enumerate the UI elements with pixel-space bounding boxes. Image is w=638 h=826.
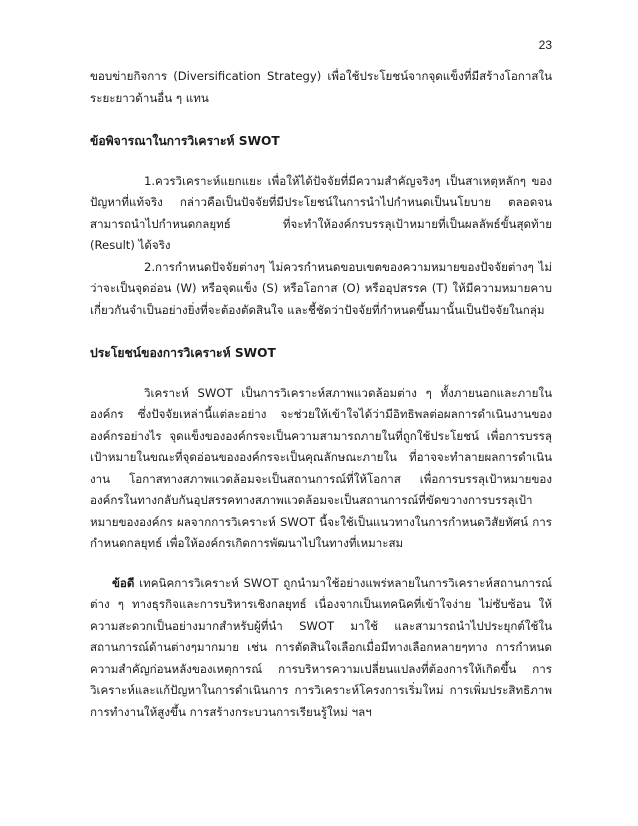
section-heading-swot-considerations: ข้อพิจารณาในการวิเคราะห์ SWOT — [90, 134, 280, 148]
section-heading-swot-benefits: ประโยชน์ของการวิเคราะห์ SWOT — [90, 346, 276, 360]
page-content — [90, 66, 552, 723]
consideration-item-2: 2.การกำหนดปัจจัยต่างๆ ไม่ควรกำหนดขอบเขตของความหมายของปัจจัยต่างๆ ไม่ว่าจะเป็นจุดอ่อน (W) หรือจุดแข็ง (S) หรือโอกาส (O) หรืออุปสรรค (T) ให้มีความหมายคาบเกี่ยวกันจำเป็นอย่างยิ่งที่จะต้องตัดสินใจ และชี้ชัดว่าปัจจัยที่กำหนดขึ้นมานั้นเป็นปัจจัยในกลุ่ม — [90, 259, 552, 317]
advantages-text: เทคนิคการวิเคราะห์ SWOT ถูกนำมาใช้อย่างแพร่หลายในการวิเคราะห์สถานการณ์ต่าง ๆ ทางธุรกิจและการบริหารเชิงกลยุทธ์ เนื่องจากเป็นเทคนิคที่เข้าใจง่าย ไม่ซับซ้อน ให้ความสะดวกเป็นอย่างมากสำหรับผู้ที่นำ SWOT มาใช้ และสามารถนำไปประยุกต์ใช้ในสถานการณ์ด้านต่างๆมากมาย เช่น การตัดสินใจเลือกเมื่อมีทางเลือกหลายๆทาง การกำหนดความสำคัญก่อนหลังของเหตุการณ์ การบริหารความเปลี่ยนแปลงที่ต้องการให้เกิดขึ้น การวิเคราะห์และแก้ปัญหาในการดำเนินการ การวิเคราะห์โครงการเริ่มใหม่ การเพิ่มประสิทธิภาพการทำงานให้สูงขึ้น การสร้างกระบวนการเรียนรู้ใหม่ ฯลฯ — [90, 575, 552, 719]
intro-paragraph: ขอบข่ายกิจการ (Diversification Strategy) เพื่อใช้ประโยชน์จากจุดแข็งที่มีสร้างโอกาสในระยะยาวด้านอื่น ๆ แทน — [90, 69, 552, 105]
consideration-item-1: 1.ควรวิเคราะห์แยกแยะ เพื่อให้ได้ปัจจัยที่มีความสำคัญจริงๆ เป็นสาเหตุหลักๆ ของปัญหาที่แท้จริง กล่าวคือเป็นปัจจัยที่มีประโยชน์ในการนำไปกำหนดเป็นนโยบาย ตลอดจนสามารถนำไปกำหนดกลยุทธ์ ที่จะทำให้องค์กรบรรลุเป้าหมายที่เป็นผลลัพธ์ขั้นสุดท้าย (Result) ได้จริง — [90, 173, 552, 252]
advantages-label: ข้อดี — [112, 575, 135, 590]
advantages-paragraph — [90, 573, 552, 724]
page-number: 23 — [538, 38, 552, 52]
benefits-paragraph: วิเคราะห์ SWOT เป็นการวิเคราะห์สภาพแวดล้อมต่าง ๆ ทั้งภายนอกและภายในองค์กร ซึ่งปัจจัยเหล่านี้แต่ละอย่าง จะช่วยให้เข้าใจได้ว่ามีอิทธิพลต่อผลการดำเนินงานขององค์กรอย่างไร จุดแข็งขององค์กรจะเป็นความสามารถภายในที่ถูกใช้ประโยชน์ เพื่อการบรรลุเป้าหมายในขณะที่จุดอ่อนขององค์กรจะเป็นคุณลักษณะภายใน ที่อาจจะทำลายผลการดำเนินงาน โอกาสทางสภาพแวดล้อมจะเป็นสถานการณ์ที่ให้โอกาส เพื่อการบรรลุเป้าหมายขององค์กรในทางกลับกันอุปสรรคทางสภาพแวดล้อมจะเป็นสถานการณ์ที่ขัดขวางการบรรลุเป้าหมายขององค์กร ผลจากการวิเคราะห์ SWOT นี้จะใช้เป็นแนวทางในการกำหนดวิสัยทัศน์ การกำหนดกลยุทธ์ เพื่อให้องค์กรเกิดการพัฒนาไปในทางที่เหมาะสม — [90, 385, 552, 550]
